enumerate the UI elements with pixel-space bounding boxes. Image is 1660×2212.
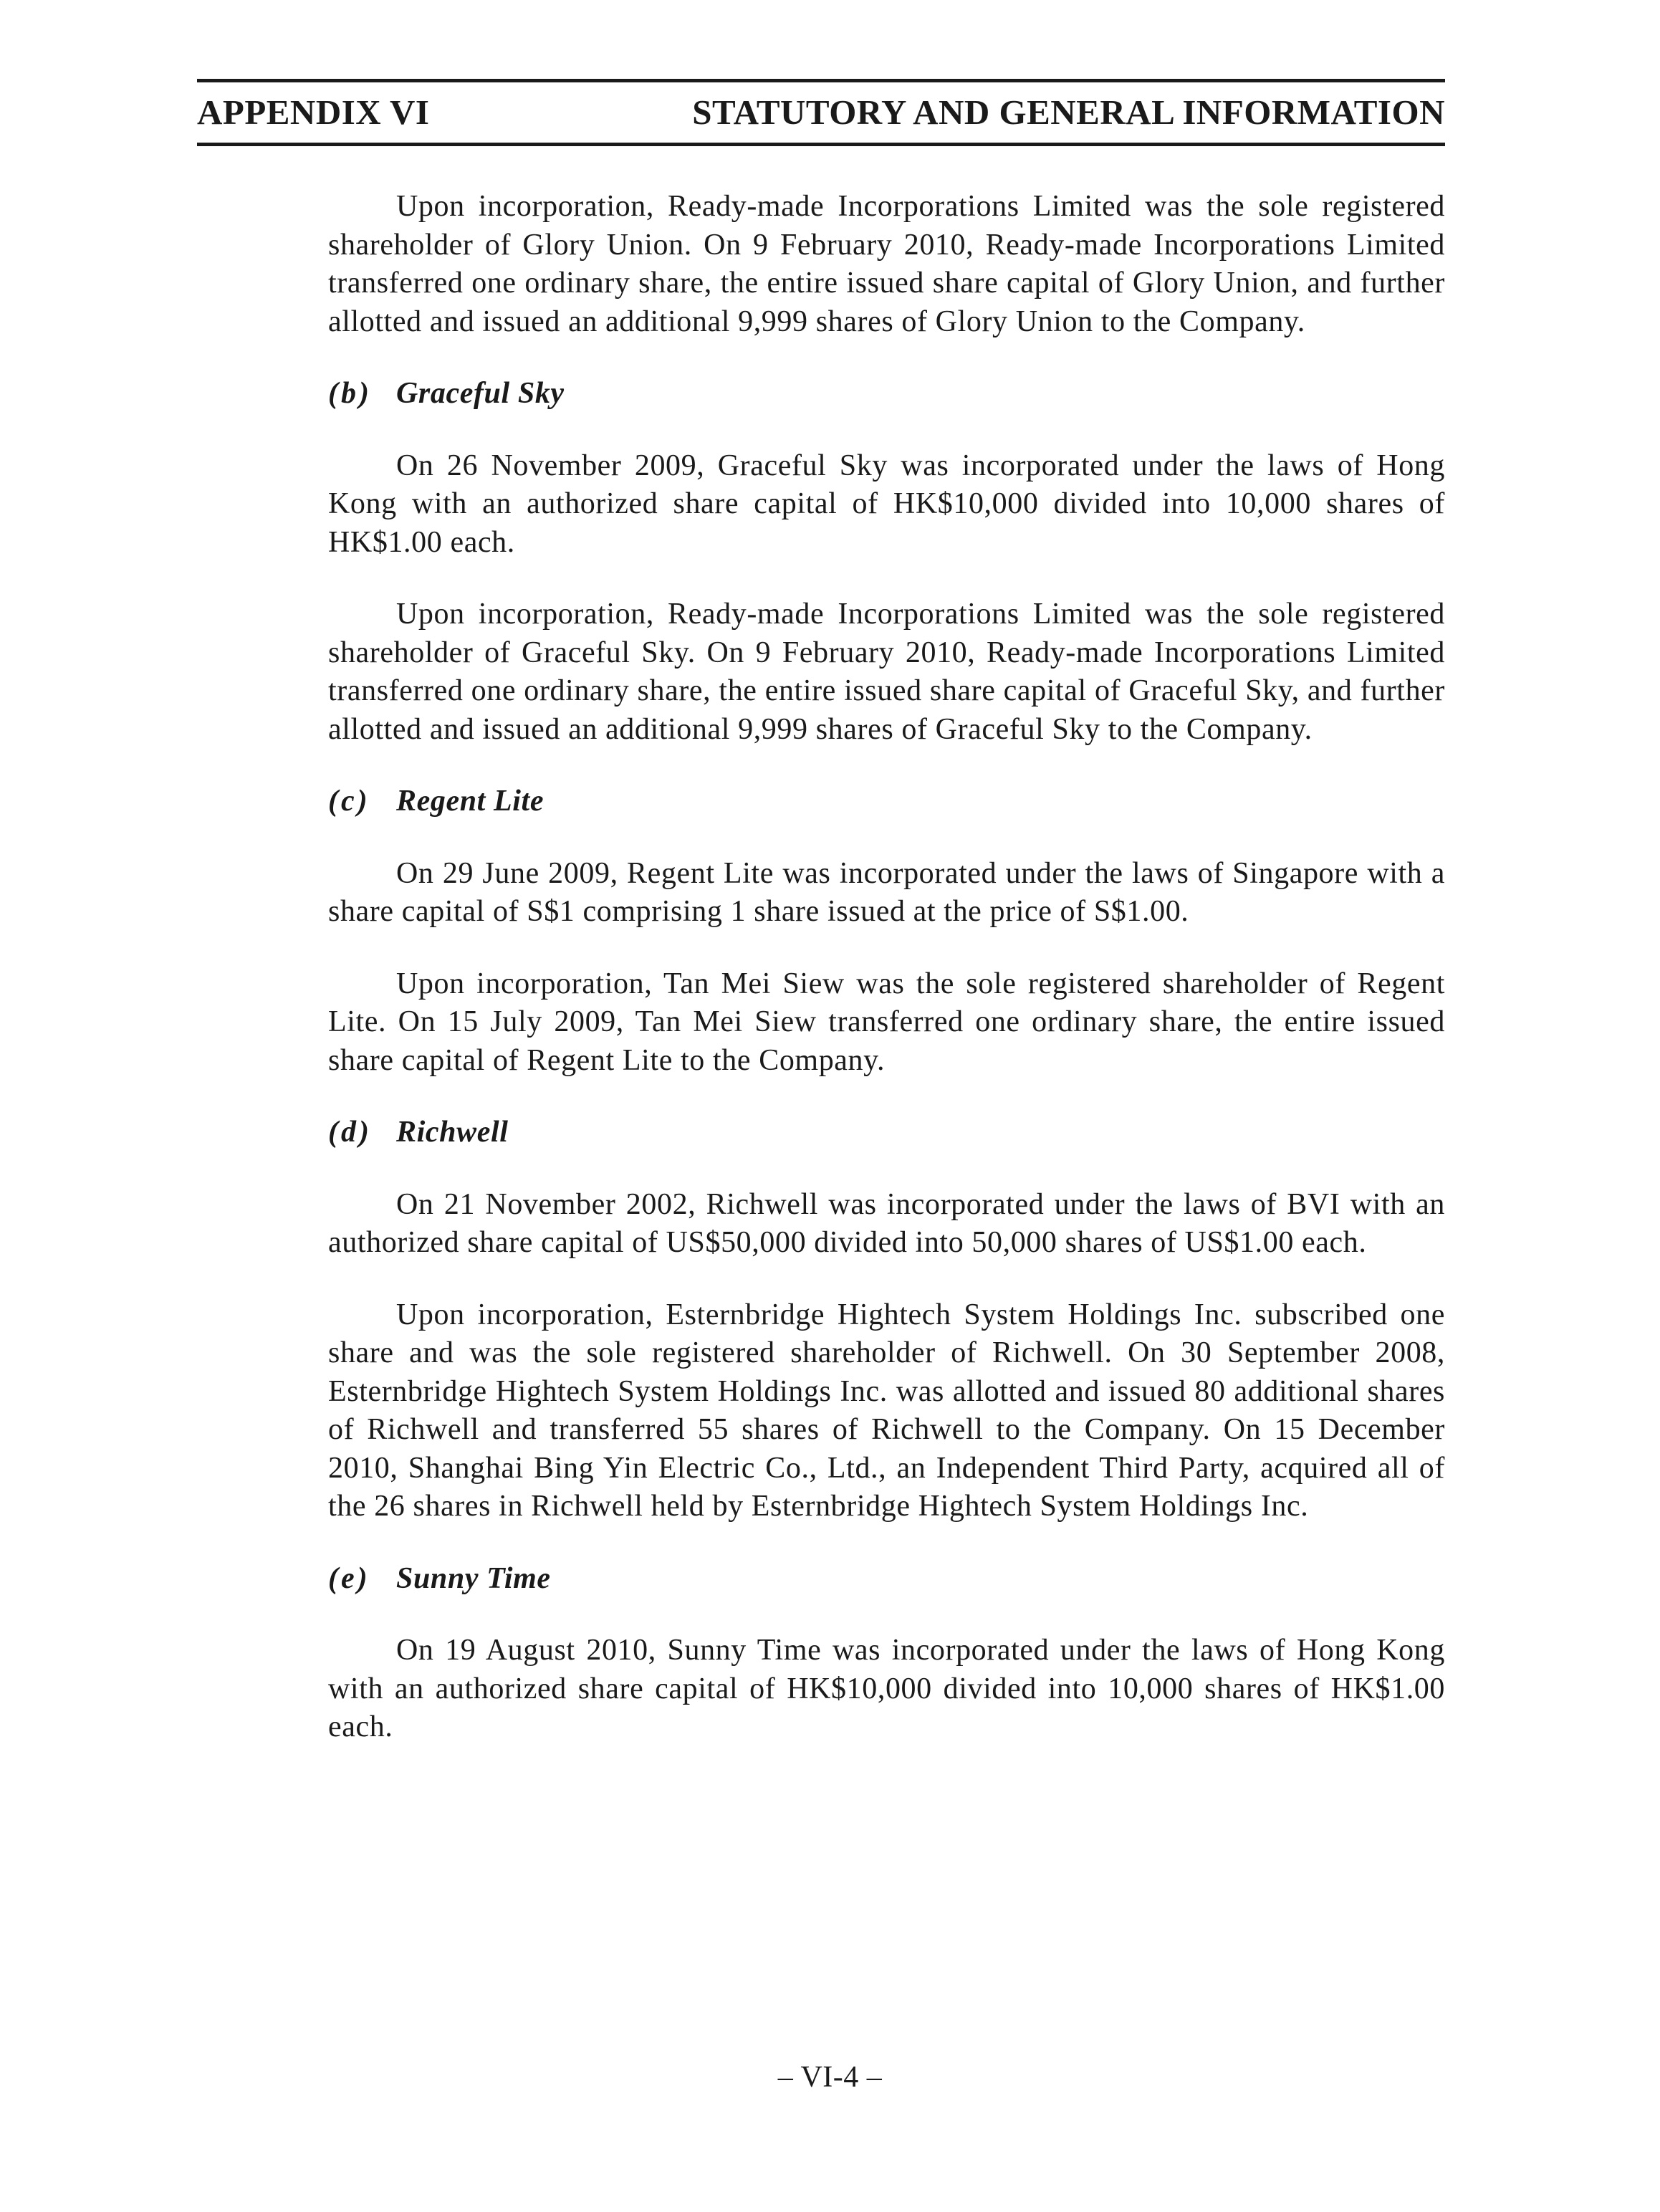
- body-paragraph: On 26 November 2009, Graceful Sky was incorporated under the laws of Hong Kong with an authorized share capital of HK$10,000 divided into 10,000 shares of HK$1.00 each.: [328, 449, 1445, 559]
- section-label: (d): [328, 1116, 372, 1149]
- section-label: (c): [328, 785, 370, 818]
- section-heading-graceful-sky: [328, 375, 1445, 413]
- document-body: [328, 188, 1445, 1781]
- section-heading-title: Graceful Sky: [396, 377, 565, 410]
- section-heading-regent-lite: [328, 782, 1445, 821]
- header-top-rule: [197, 79, 1445, 82]
- section-heading-title: Regent Lite: [396, 785, 544, 818]
- page-number: – VI-4 –: [777, 2061, 883, 2094]
- body-paragraph: Upon incorporation, Tan Mei Siew was the sole registered shareholder of Regent Lite. On 15 July 2009, Tan Mei Siew transferred one ordinary share, the entire issued share capital of Regent Lite to the Company.: [328, 967, 1445, 1077]
- body-paragraph: On 19 August 2010, Sunny Time was incorporated under the laws of Hong Kong with an authorized share capital of HK$10,000 divided into 10,000 shares of HK$1.00 each.: [328, 1634, 1445, 1743]
- body-paragraph: On 29 June 2009, Regent Lite was incorporated under the laws of Singapore with a share capital of S$1 comprising 1 share issued at the price of S$1.00.: [328, 856, 1445, 928]
- section-heading-title: Sunny Time: [396, 1561, 551, 1595]
- section-heading-title: Richwell: [396, 1116, 509, 1149]
- section-title: STATUTORY AND GENERAL INFORMATION: [692, 92, 1445, 132]
- page-header: [197, 79, 1445, 146]
- body-paragraph: On 21 November 2002, Richwell was incorporated under the laws of BVI with an authorized share capital of US$50,000 divided into 50,000 shares of US$1.00 each.: [328, 1187, 1445, 1259]
- section-label: (e): [328, 1561, 370, 1595]
- body-paragraph: Upon incorporation, Ready-made Incorporations Limited was the sole registered shareholder of Graceful Sky. On 9 February 2010, Ready-made Incorporations Limited transferred one ordinary share, the entire issued share capital of Graceful Sky, and further allotted and issued an additional 9,999 shares of Graceful Sky to the Company.: [328, 598, 1445, 746]
- section-heading-sunny-time: [328, 1560, 1445, 1599]
- body-paragraph: Upon incorporation, Esternbridge Hightech System Holdings Inc. subscribed one share and was the sole registered shareholder of Richwell. On 30 September 2008, Esternbridge Hightech System Holdings Inc. was allotted and issued 80 additional shares of Richwell and transferred 55 shares of Richwell to the Company. On 15 December 2010, Shanghai Bing Yin Electric Co., Ltd., an Independent Third Party, acquired all of the 26 shares in Richwell held by Esternbridge Hightech System Holdings Inc.: [328, 1298, 1445, 1523]
- section-heading-richwell: [328, 1114, 1445, 1152]
- header-bottom-rule: [197, 143, 1445, 146]
- section-label: (b): [328, 377, 372, 410]
- glory-union-paragraph: Upon incorporation, Ready-made Incorporations Limited was the sole registered shareholder of Glory Union. On 9 February 2010, Ready-made Incorporations Limited transferred one ordinary share, the entire issued share capital of Glory Union, and further allotted and issued an additional 9,999 shares of Glory Union to the Company.: [328, 190, 1445, 338]
- appendix-label: APPENDIX VI: [197, 92, 430, 132]
- header-row: [197, 91, 1445, 134]
